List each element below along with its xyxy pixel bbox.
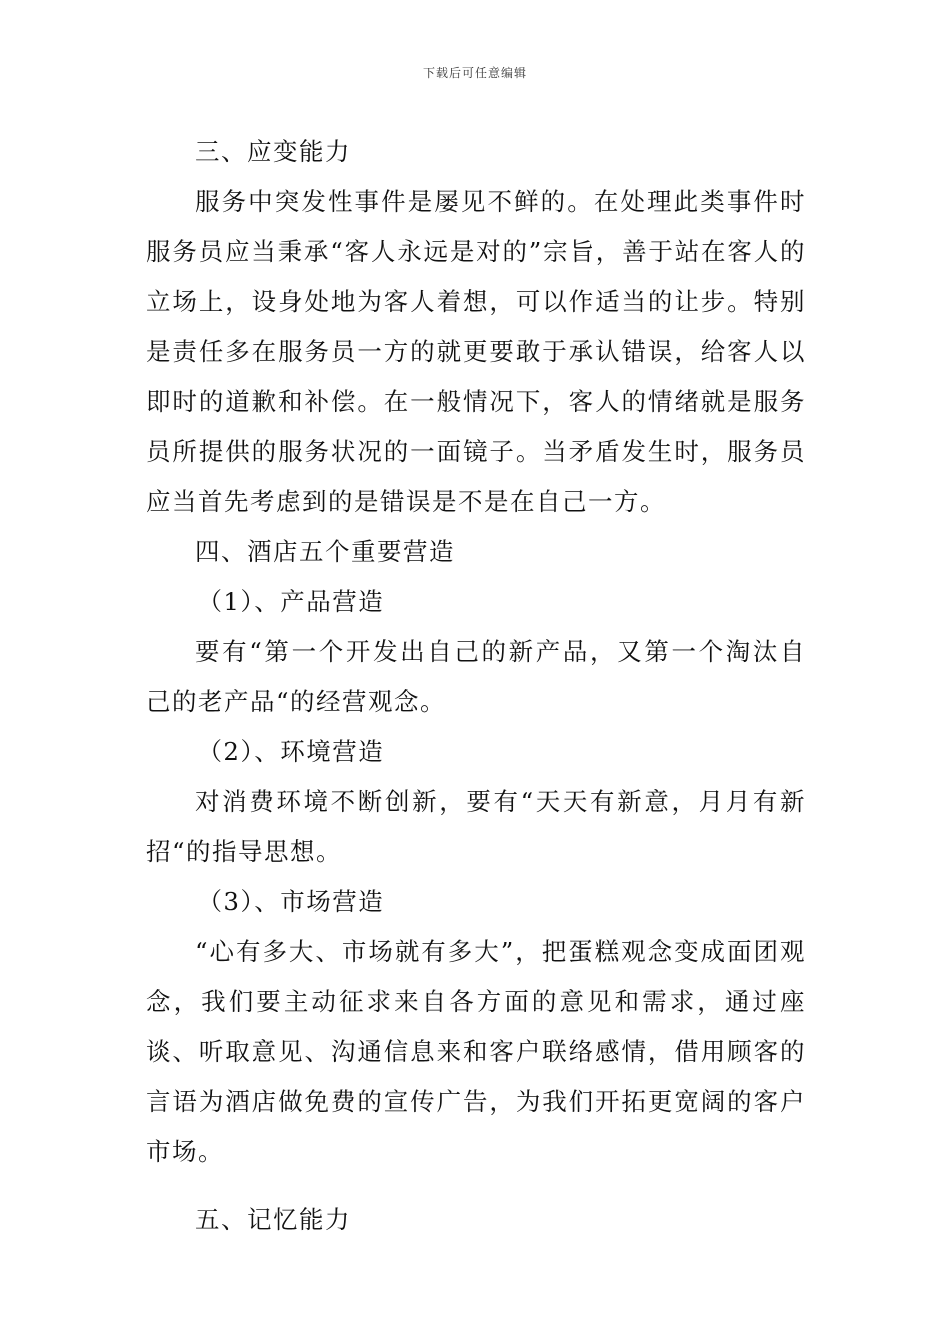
paragraph-product: 要有“第一个开发出自己的新产品，又第一个淘汰自己的老产品“的经营观念。 [146,637,806,716]
page-header: 下载后可任意编辑 [422,66,527,80]
subheading-market: （3）、市场营造 [197,887,385,916]
subheading-environment: （2）、环境营造 [197,737,385,766]
paragraph-environment: 对消费环境不断创新，要有“天天有新意，月月有新招“的指导思想。 [146,787,806,866]
paragraph-adaptability: 服务中突发性事件是屡见不鲜的。在处理此类事件时服务员应当秉承“客人永远是对的”宗旨，善于站在客人的立场上，设身处地为客人着想，可以作适当的让步。特别是责任多在服务员一方的就更要敢于承认错误，给客人以即时的道歉和补偿。在一般情况下，客人的情绪就是服务员所提供的服务状况的一面镜子。当矛盾发生时，服务员应当首先考虑到的是错误是不是在自己一方。 [146,187,806,516]
section-heading-4: 四、酒店五个重要营造 [195,537,455,566]
subheading-product: （1）、产品营造 [197,587,385,616]
section-heading-5: 五、记忆能力 [195,1205,351,1234]
section-heading-3: 三、应变能力 [195,137,351,166]
document-body [146,127,806,1245]
paragraph-market: “心有多大、市场就有多大”，把蛋糕观念变成面团观念，我们要主动征求来自各方面的意见和需求，通过座谈、听取意见、沟通信息来和客户联络感情，借用顾客的言语为酒店做免费的宣传广告，为我们开拓更宽阔的客户市场。 [146,937,806,1166]
